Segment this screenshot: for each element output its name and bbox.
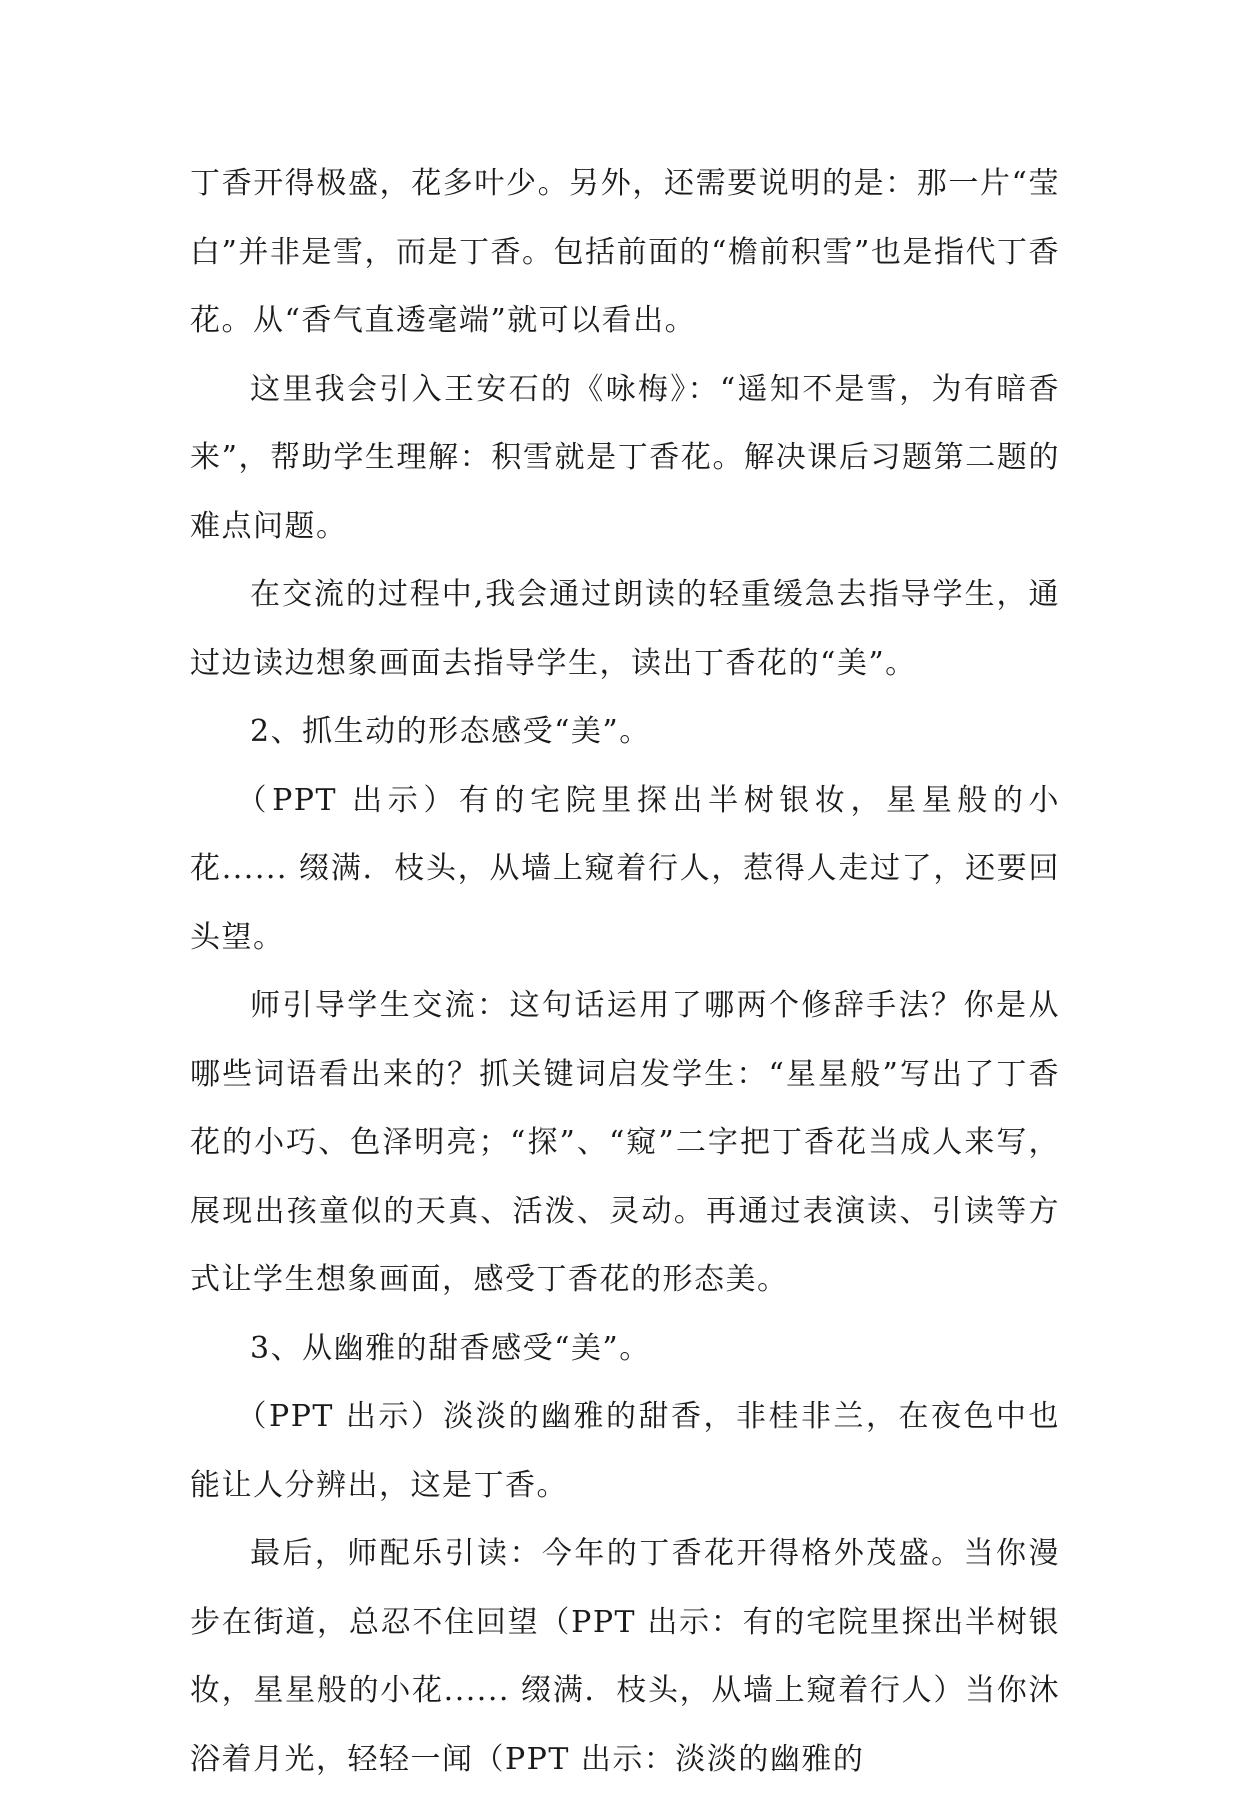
ppt-quote-2: （PPT 出示）淡淡的幽雅的甜香，非桂非兰，在夜色中也能让人分辨出，这是丁香。	[190, 1399, 1060, 1503]
section-heading-3: 3、从幽雅的甜香感受“美”。	[250, 1330, 651, 1366]
paragraph-1: 丁香开得极盛，花多叶少。另外，还需要说明的是：那一片“莹白”并非是雪，而是丁香。包括前面的“檐前积雪”也是指代丁香花。从“香气直透毫端”就可以看出。	[190, 166, 1060, 338]
paragraph-2: 这里我会引入王安石的《咏梅》：“遥知不是雪，为有暗香来”，帮助学生理解：积雪就是丁香花。解决课后习题第二题的难点问题。	[190, 371, 1060, 544]
paragraph-9: 最后，师配乐引读：今年的丁香花开得格外茂盛。当你漫步在街道，总忍不住回望（PPT 出示：有的宅院里探出半树银妆，星星般的小花...... 缀满．枝头，从墙上窥着行人）当你沐浴着月光，轻轻一闻（PPT 出示：淡淡的幽雅的	[190, 1536, 1060, 1777]
section-heading-2: 2、抓生动的形态感受“美”。	[250, 714, 651, 749]
ppt-quote-1: （PPT 出示）有的宅院里探出半树银妆，星星般的小花...... 缀满．枝头，从墙上窥着行人，惹得人走过了，还要回头望。	[190, 782, 1060, 955]
paragraph-6: 师引导学生交流：这句话运用了哪两个修辞手法？你是从哪些词语看出来的？抓关键词启发学生：“星星般”写出了丁香花的小巧、色泽明亮；“探”、“窥”二字把丁香花当成人来写，展现出孩童似的天真、活泼、灵动。再通过表演读、引读等方式让学生想象画面，感受丁香花的形态美。	[190, 988, 1060, 1297]
paragraph-3: 在交流的过程中,我会通过朗读的轻重缓急去指导学生，通过边读边想象画面去指导学生，读出丁香花的“美”。	[190, 577, 1060, 681]
body-text	[190, 150, 1060, 1794]
